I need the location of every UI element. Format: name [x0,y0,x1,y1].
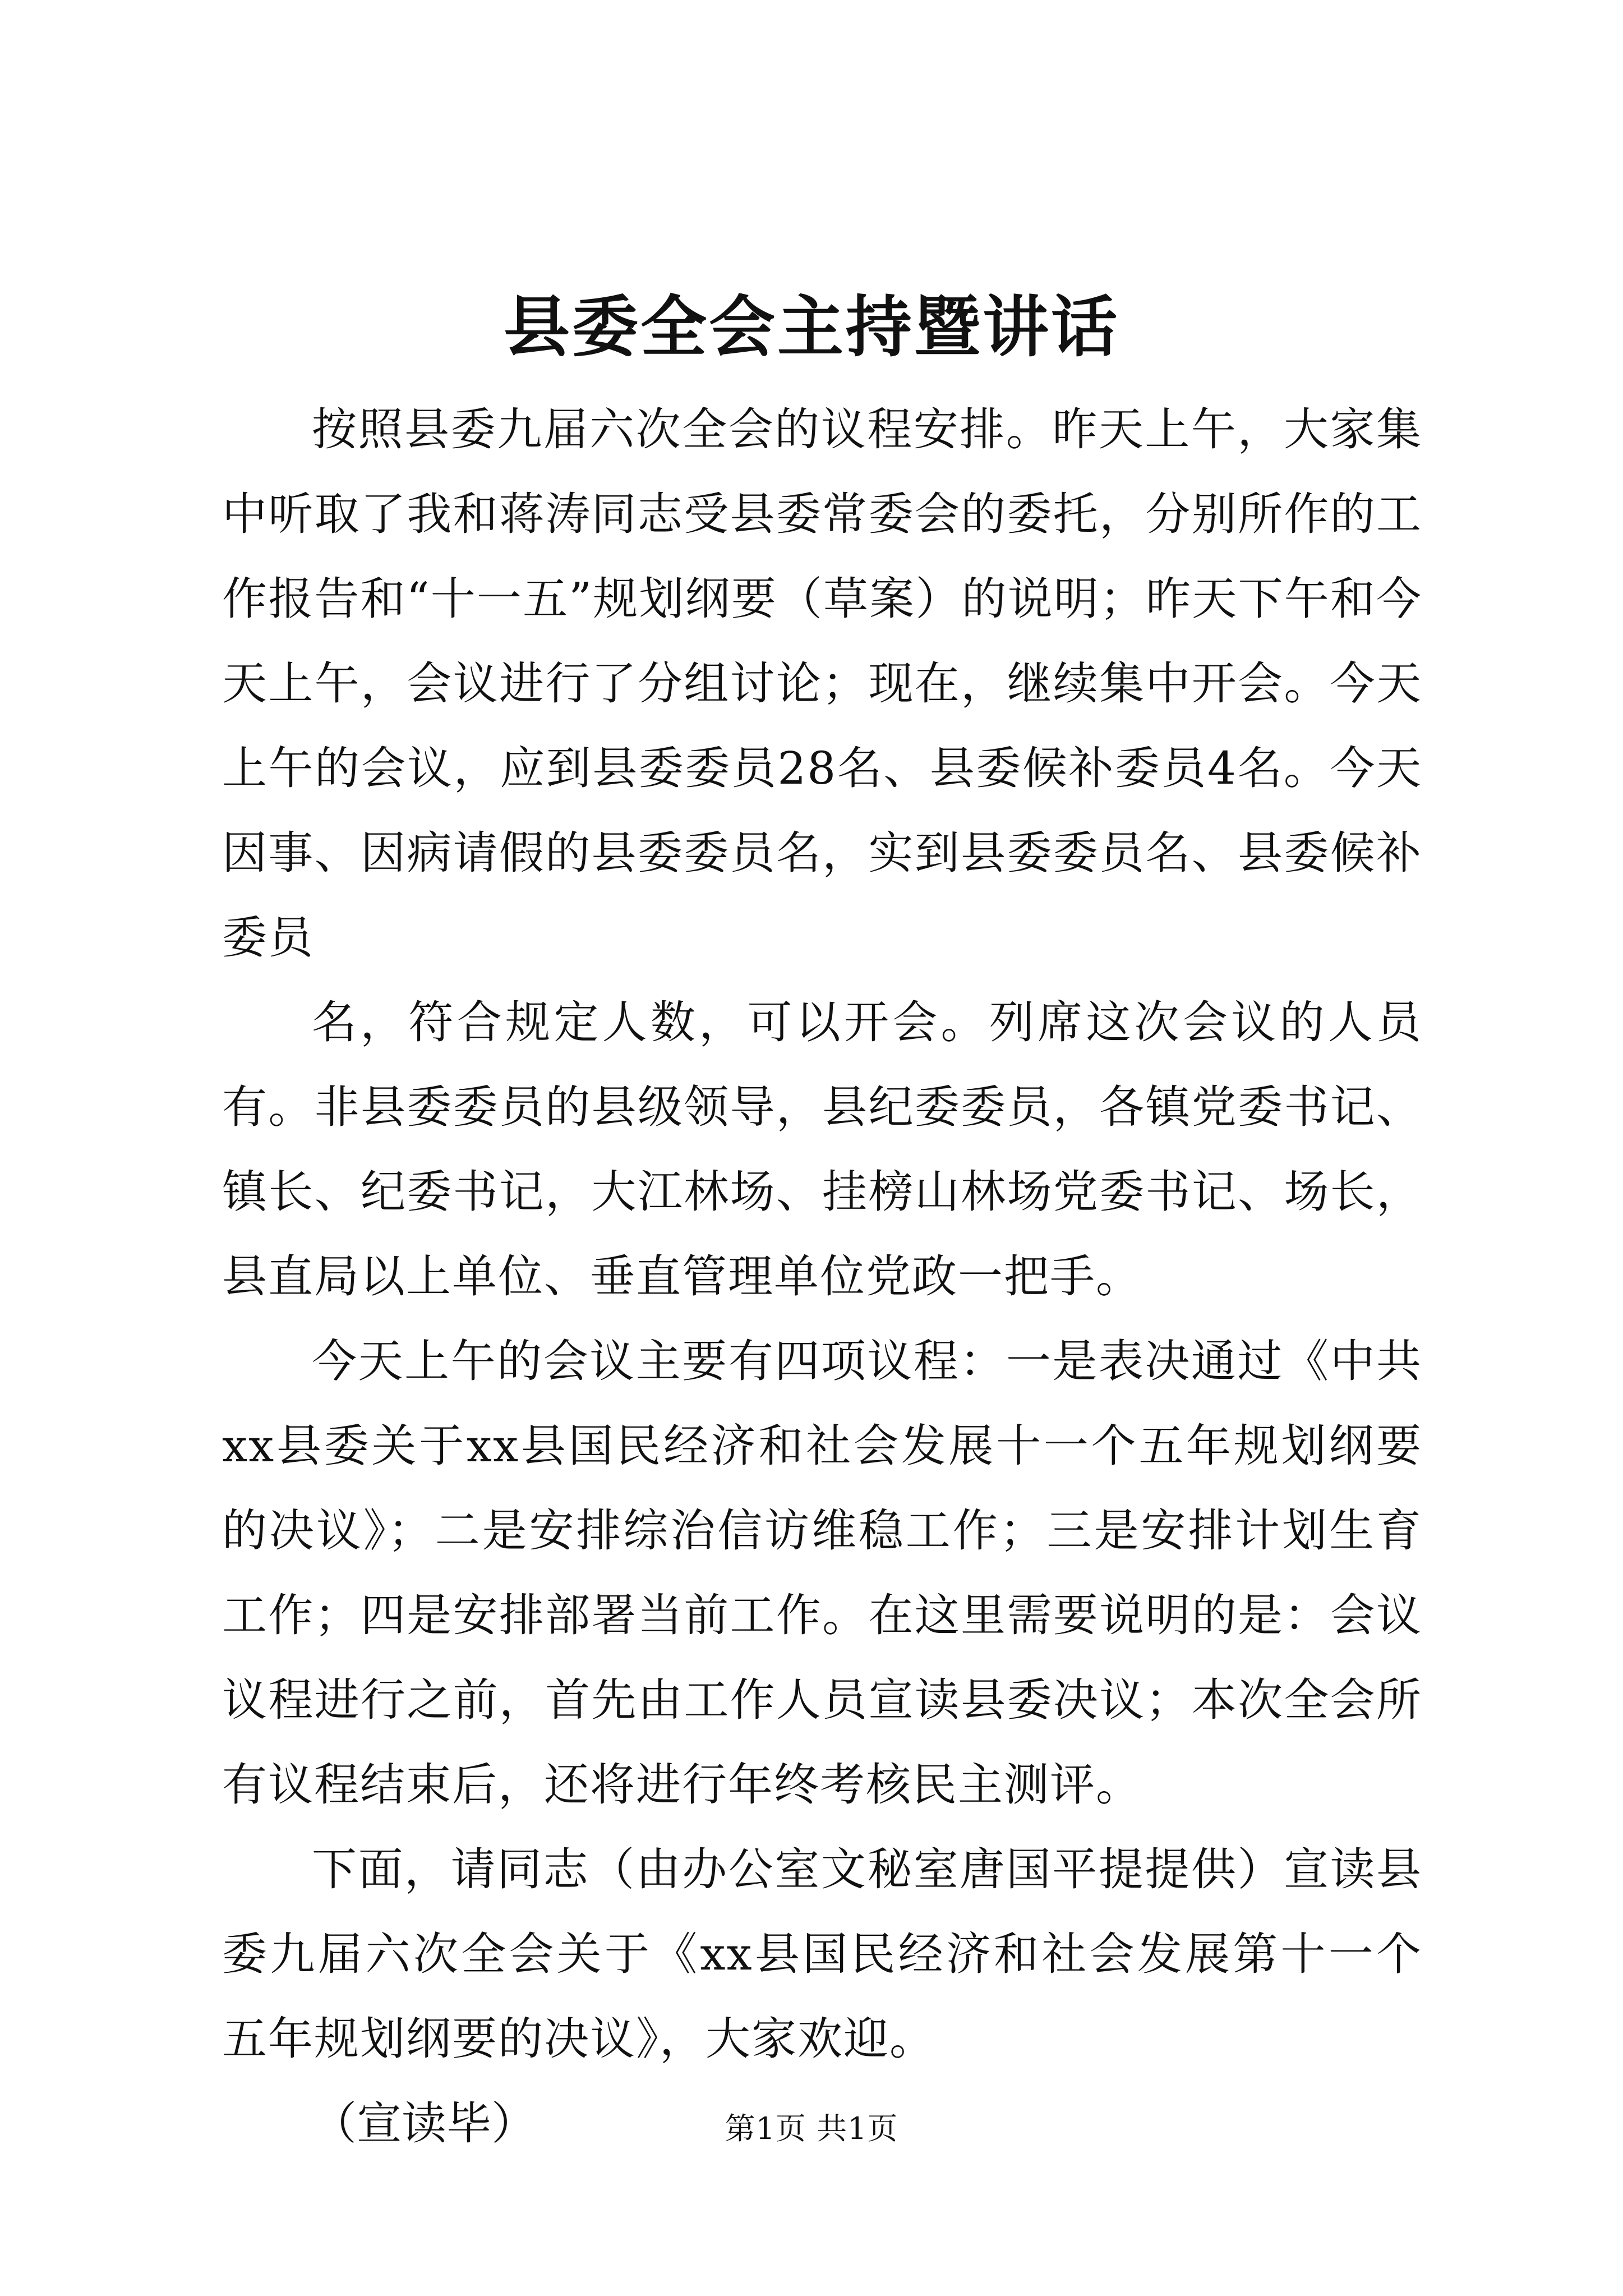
paragraph-agenda-intro: 按照县委九届六次全会的议程安排。昨天上午，大家集中听取了我和蒋涛同志受县委常委会的委托，分别所作的工作报告和“十一五”规划纲要（草案）的说明；昨天下午和今天上午，会议进行了分组讨论；现在，继续集中开会。今天上午的会议，应到县委委员28名、县委候补委员4名。今天因事、因病请假的县委委员名，实到县委委员名、县委候补委员 [222,403,1422,964]
document-title: 县委全会主持暨讲话 [503,288,1119,366]
document-body [222,387,1422,2166]
paragraph-reading-invitation: 下面，请同志（由办公室文秘室唐国平提提供）宣读县委九届六次全会关于《xx县国民经济和社会发展第十一个五年规划纲要的决议》，大家欢迎。 [222,1843,1422,2065]
paragraph-agenda-items: 今天上午的会议主要有四项议程：一是表决通过《中共xx县委关于xx县国民经济和社会发展十一个五年规划纲要的决议》；二是安排综治信访维稳工作；三是安排计划生育工作；四是安排部署当前工作。在这里需要说明的是：会议议程进行之前，首先由工作人员宣读县委决议；本次全会所有议程结束后，还将进行年终考核民主测评。 [222,1335,1422,1811]
reading-note: （宣读毕） [312,2097,536,2150]
page-footer: 第1页 共1页 [725,2111,898,2146]
paragraph-attendees: 名，符合规定人数，可以开会。列席这次会议的人员有。非县委委员的县级领导，县纪委委员，各镇党委书记、镇长、纪委书记，大江林场、挂榜山林场党委书记、场长，县直局以上单位、垂直管理单位党政一把手。 [222,996,1422,1303]
